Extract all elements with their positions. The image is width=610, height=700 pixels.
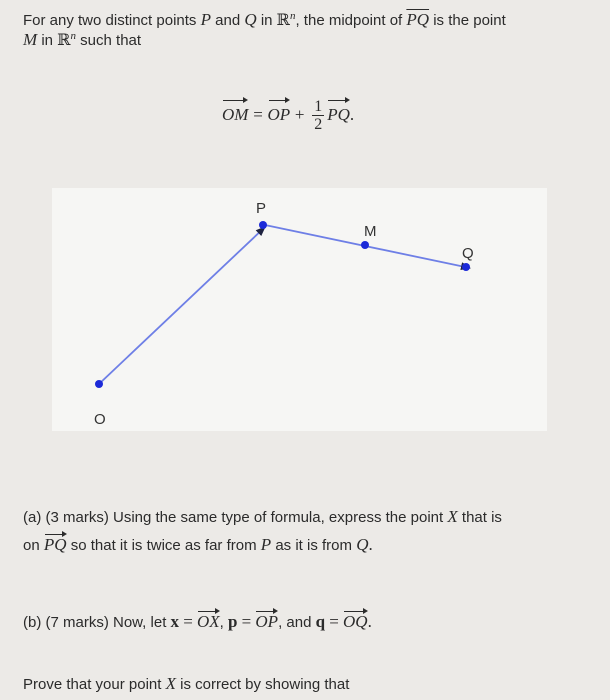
var-X: X xyxy=(447,507,458,526)
var-P: P xyxy=(200,10,211,29)
vector-diagram xyxy=(52,188,547,431)
diagram-canvas xyxy=(52,188,547,431)
vector-OP-line xyxy=(99,227,265,384)
midpoint-formula xyxy=(222,98,354,133)
point-Q xyxy=(462,263,470,271)
equals-sign: = xyxy=(253,105,263,124)
intro-text: , the midpoint of xyxy=(295,12,403,29)
real-symbol: ℝ xyxy=(276,10,290,29)
var-M: M xyxy=(23,30,38,49)
var-P: P xyxy=(260,535,272,554)
point-O xyxy=(95,380,103,388)
intro-text: and xyxy=(215,12,241,29)
label-Q: Q xyxy=(462,245,474,262)
vector-OP: OP xyxy=(268,98,291,129)
prove-text: is correct by showing that xyxy=(180,676,350,693)
equals-sign: = xyxy=(241,612,252,631)
fraction-one-half xyxy=(312,98,324,133)
part-b-text: , and xyxy=(278,614,312,631)
intro-text: such that xyxy=(80,32,142,49)
part-a-text: that is xyxy=(461,509,502,526)
period: . xyxy=(349,105,355,124)
part-a-text: so that it is twice as far from xyxy=(70,537,257,554)
part-a-line-2 xyxy=(23,532,373,556)
vector-OM: OM xyxy=(222,98,248,129)
point-M xyxy=(361,241,369,249)
real-symbol: ℝ xyxy=(57,30,71,49)
var-Q: Q xyxy=(244,10,257,29)
part-a-text: as it is from xyxy=(275,537,353,554)
vector-OX: OX xyxy=(197,609,220,632)
intro-text: is the point xyxy=(433,12,506,29)
segment-PQ: $\overline{PQ}$ xyxy=(406,10,430,29)
part-b-text: (b) (7 marks) Now, let xyxy=(23,614,167,631)
intro-text: in xyxy=(41,32,54,49)
part-a-text: (a) (3 marks) Using the same type of formula, express the point xyxy=(23,509,444,526)
fraction-denominator: 2 xyxy=(314,116,323,134)
fraction-numerator: 1 xyxy=(314,98,323,116)
vector-p: p xyxy=(227,612,238,631)
intro-text: in xyxy=(260,12,273,29)
vector-x: x xyxy=(170,612,180,631)
vector-PQ: PQ xyxy=(327,98,350,129)
vector-OP: OP xyxy=(255,609,278,632)
point-P xyxy=(259,221,267,229)
label-P: P xyxy=(256,200,267,217)
label-M: M xyxy=(364,223,377,240)
exponent-n: n xyxy=(289,10,296,22)
equals-sign: = xyxy=(329,612,339,631)
var-X: X xyxy=(165,674,176,693)
intro-text: For any two distinct points xyxy=(23,12,197,29)
comma: , xyxy=(219,614,224,631)
prove-text: Prove that your point xyxy=(23,676,162,693)
vector-OQ: OQ xyxy=(343,609,368,632)
part-b-line xyxy=(23,609,372,633)
intro-line-2 xyxy=(23,26,141,51)
part-a-text: on xyxy=(23,537,40,554)
period: . xyxy=(367,612,372,631)
prove-line xyxy=(23,674,349,695)
part-a-line-1 xyxy=(23,507,502,528)
period: . xyxy=(368,535,373,554)
plus-sign: + xyxy=(294,105,305,124)
exponent-n: n xyxy=(70,30,76,42)
equals-sign: = xyxy=(183,612,193,631)
label-O: O xyxy=(94,411,106,428)
vector-q: q xyxy=(315,612,326,631)
vector-PQ: PQ xyxy=(44,532,67,555)
var-Q: Q xyxy=(356,535,369,554)
